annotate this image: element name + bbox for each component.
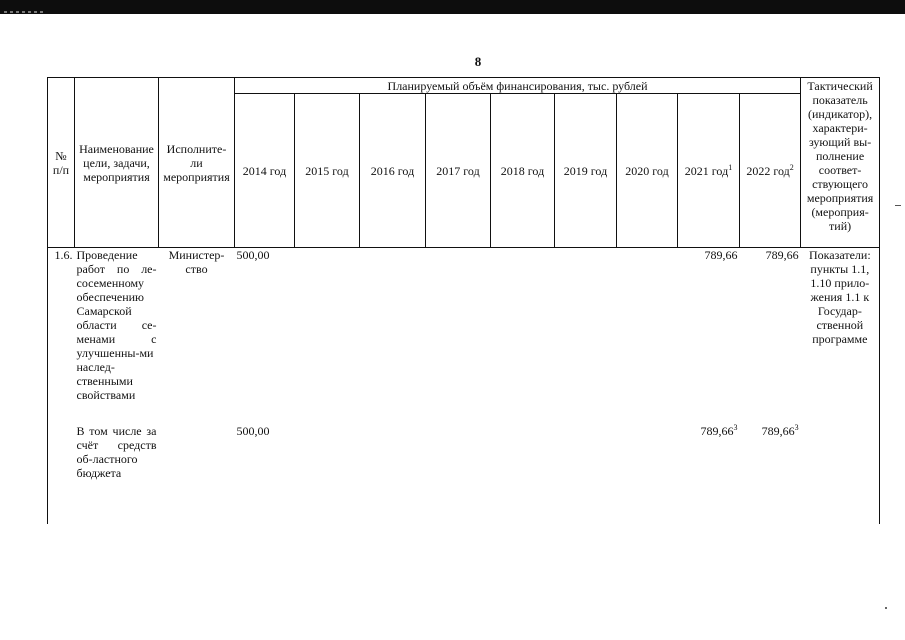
cell-2020 (617, 424, 678, 524)
cell-executor (159, 424, 235, 524)
footnote-mark: 3 (733, 424, 738, 432)
cell-2015 (295, 248, 360, 425)
cell-2017 (426, 248, 491, 425)
cell-2021: 789,66 (704, 248, 738, 262)
cell-2014: 500,00 (236, 248, 270, 262)
cell-num: 1.6. (48, 248, 75, 425)
cell-2022: 789,66 (765, 248, 799, 262)
cell-2022 (740, 424, 801, 524)
cell-2015 (295, 424, 360, 524)
cell-2016 (360, 248, 426, 425)
table-row (48, 248, 880, 425)
cell-tactical (801, 424, 880, 524)
page-number: 8 (474, 54, 482, 69)
cell-2017 (426, 424, 491, 524)
header-year-2015: 2015 год (295, 94, 360, 248)
scan-top-border (0, 0, 905, 14)
cell-2020 (617, 248, 678, 425)
header-year-2016: 2016 год (360, 94, 426, 248)
header-year-2018: 2018 год (491, 94, 555, 248)
header-year-2022-label: 2022 год (746, 163, 790, 178)
header-year-2017: 2017 год (426, 94, 491, 248)
cell-2018 (491, 248, 555, 425)
cell-name: В том числе за счёт средств об-ластного бюджета (76, 424, 157, 480)
header-row-1 (48, 78, 880, 94)
cell-2016 (360, 424, 426, 524)
cell-tactical: Показатели: пункты 1.1, 1.10 прило-жения 1.1 к Государ-ственной программе (801, 248, 880, 425)
cell-executor: Министер-ство (168, 248, 225, 276)
cell-2022-value: 789,66 (761, 424, 795, 438)
header-name: Наименование цели, задачи, мероприятия (75, 78, 159, 248)
header-executor: Исполните-ли мероприятия (159, 78, 235, 248)
header-year-2019: 2019 год (555, 94, 617, 248)
header-num: № п/п (48, 78, 75, 248)
cell-2019 (555, 424, 617, 524)
cell-2018 (491, 424, 555, 524)
financing-table (47, 77, 880, 524)
scan-dot (885, 607, 887, 609)
header-year-2021-label: 2021 год (684, 163, 729, 178)
header-tactical: Тактический показатель (индикатор), характери-зующий вы-полнение соответ-ствующего мероприятия (мероприя-тий) (801, 78, 880, 248)
header-year-2014: 2014 год (235, 94, 295, 248)
cell-2019 (555, 248, 617, 425)
cell-name: Проведение работ по ле-сосеменному обеспечению Самарской области се-менами с улучшенны-ми наслед-ственными свойствами (76, 248, 157, 402)
cell-2021 (678, 424, 740, 524)
scan-mark (895, 205, 901, 206)
footnote-mark: 1 (728, 162, 733, 172)
cell-num (48, 424, 75, 524)
cell-2021-value: 789,66 (700, 424, 734, 438)
header-year-2021 (678, 94, 740, 248)
header-funding-title: Планируемый объём финансирования, тыс. рублей (235, 78, 801, 94)
table-row (48, 424, 880, 524)
header-year-2022 (740, 94, 801, 248)
footnote-mark: 2 (789, 162, 794, 172)
footnote-mark: 3 (794, 424, 799, 432)
cell-2014: 500,00 (236, 424, 270, 438)
header-year-2020: 2020 год (617, 94, 678, 248)
scan-noise (4, 11, 44, 13)
